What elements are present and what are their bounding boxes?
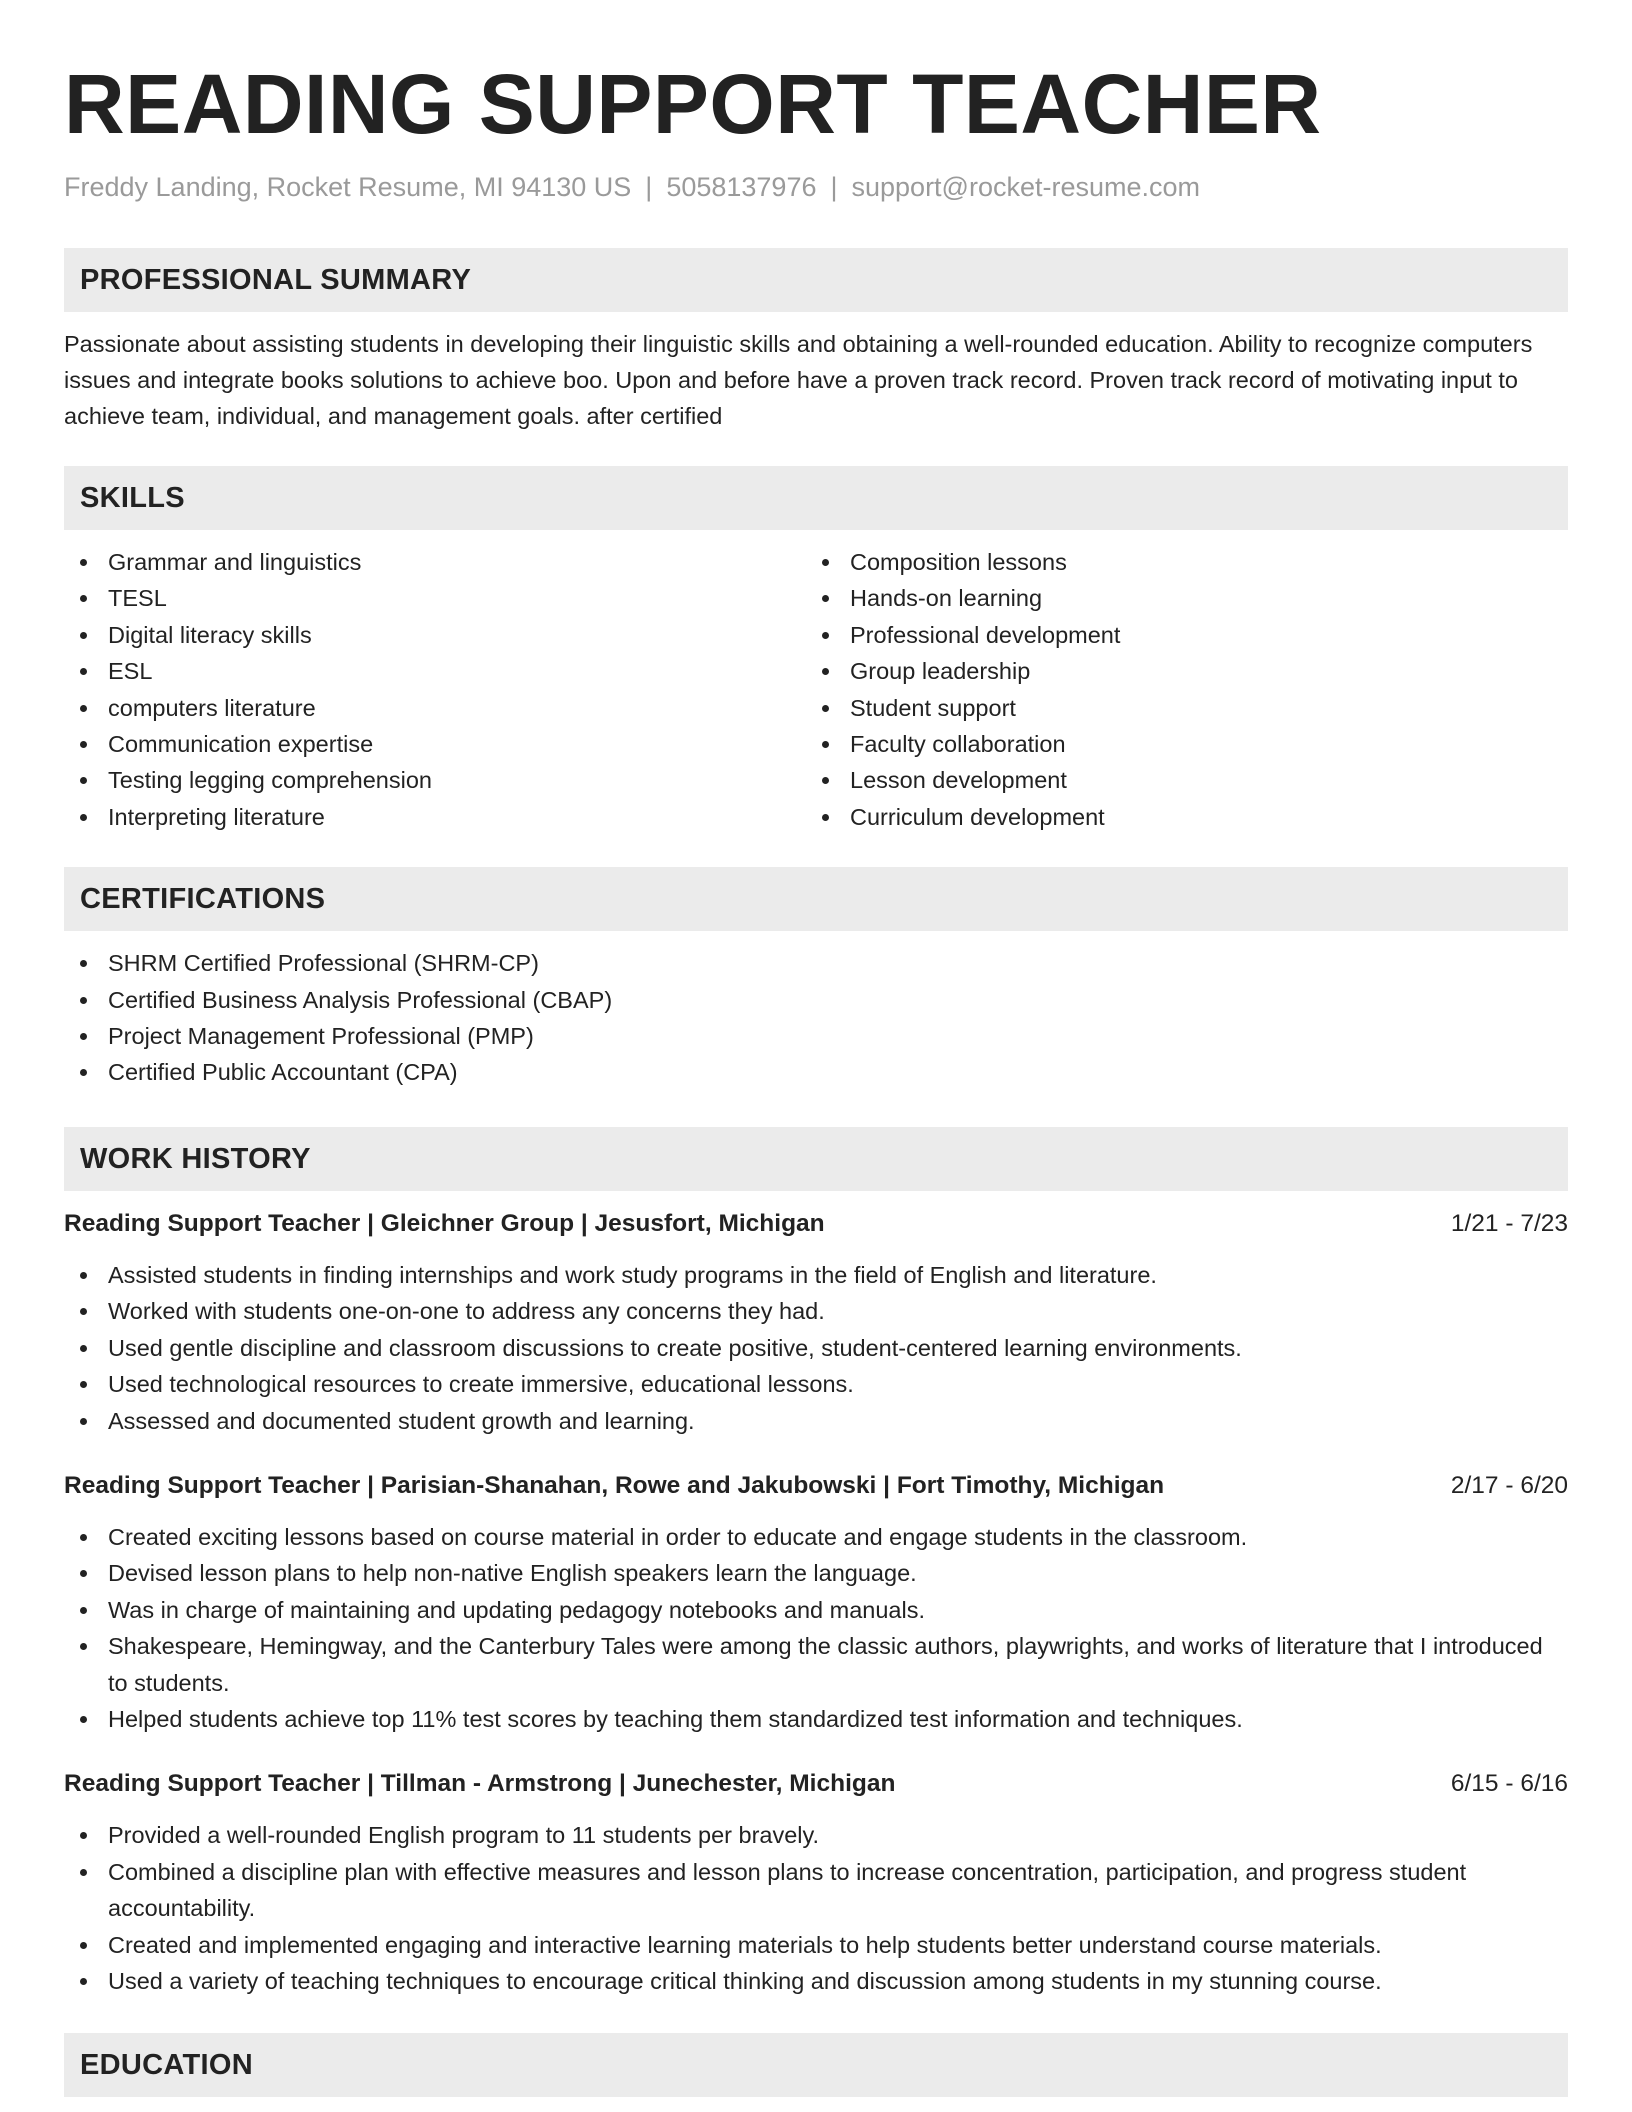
contact-phone: 5058137976 [666, 172, 817, 202]
skills-list-left [64, 544, 806, 835]
job-entry [64, 1207, 1568, 1439]
job-title: Reading Support Teacher | Gleichner Group | Jesusfort, Michigan [64, 1209, 825, 1237]
certification-item: Project Management Professional (PMP) [64, 1018, 1568, 1054]
skill-item: Hands-on learning [806, 580, 1548, 616]
job-bullet: Provided a well-rounded English program to 11 students per bravely. [64, 1817, 1568, 1853]
skill-item: Student support [806, 690, 1548, 726]
job-bullets [64, 1257, 1568, 1439]
contact-email: support@rocket-resume.com [851, 172, 1201, 202]
job-title: Reading Support Teacher | Tillman - Armstrong | Junechester, Michigan [64, 1770, 896, 1798]
certification-item: Certified Public Accountant (CPA) [64, 1054, 1568, 1090]
skills-list-right [806, 544, 1548, 835]
job-entry [64, 1469, 1568, 1737]
job-header [64, 1469, 1568, 1503]
job-bullet: Used technological resources to create immersive, educational lessons. [64, 1366, 1568, 1402]
skill-item: TESL [64, 580, 806, 616]
certification-item: Certified Business Analysis Professional (CBAP) [64, 982, 1568, 1018]
job-bullet: Helped students achieve top 11% test scores by teaching them standardized test information and techniques. [64, 1701, 1568, 1737]
skill-item: Professional development [806, 617, 1548, 653]
certifications-heading: CERTIFICATIONS [64, 867, 1568, 931]
job-bullet: Created exciting lessons based on course material in order to educate and engage students in the classroom. [64, 1519, 1568, 1555]
job-bullet: Was in charge of maintaining and updating pedagogy notebooks and manuals. [64, 1592, 1568, 1628]
job-bullet: Used gentle discipline and classroom discussions to create positive, student-centered learning environments. [64, 1330, 1568, 1366]
skill-item: Faculty collaboration [806, 726, 1548, 762]
education-section [64, 2033, 1568, 2097]
job-bullet: Assessed and documented student growth and learning. [64, 1403, 1568, 1439]
skill-item: Communication expertise [64, 726, 806, 762]
job-bullet: Assisted students in finding internships and work study programs in the field of English and literature. [64, 1257, 1568, 1293]
contact-separator: | [645, 172, 653, 202]
skill-item: computers literature [64, 690, 806, 726]
skills-heading: SKILLS [64, 466, 1568, 530]
job-bullet: Worked with students one-on-one to address any concerns they had. [64, 1293, 1568, 1329]
job-dates: 1/21 - 7/23 [1450, 1209, 1568, 1237]
skill-item: Composition lessons [806, 544, 1548, 580]
job-bullet: Combined a discipline plan with effective measures and lesson plans to increase concentration, participation, and progress student accountability. [64, 1854, 1568, 1927]
education-heading: EDUCATION [64, 2033, 1568, 2097]
work-history-heading: WORK HISTORY [64, 1127, 1568, 1191]
job-header [64, 1767, 1568, 1801]
skill-item: ESL [64, 653, 806, 689]
job-dates: 6/15 - 6/16 [1450, 1770, 1568, 1798]
certifications-list [64, 945, 1568, 1091]
work-history-section [64, 1127, 1568, 2000]
job-bullet: Used a variety of teaching techniques to encourage critical thinking and discussion among students in my stunning course. [64, 1963, 1568, 1999]
skill-item: Grammar and linguistics [64, 544, 806, 580]
job-bullets [64, 1519, 1568, 1737]
job-header [64, 1207, 1568, 1241]
job-bullets [64, 1817, 1568, 1999]
skill-item: Curriculum development [806, 799, 1548, 835]
contact-separator: | [830, 172, 838, 202]
candidate-name: READING SUPPORT TEACHER [64, 57, 1322, 151]
summary-heading: PROFESSIONAL SUMMARY [64, 248, 1568, 312]
contact-address: Freddy Landing, Rocket Resume, MI 94130 US [64, 172, 632, 202]
job-bullet: Devised lesson plans to help non-native English speakers learn the language. [64, 1555, 1568, 1591]
job-bullet: Shakespeare, Hemingway, and the Canterbury Tales were among the classic authors, playwrights, and works of literature that I introduced to students. [64, 1628, 1568, 1701]
job-bullet: Created and implemented engaging and interactive learning materials to help students better understand course materials. [64, 1927, 1568, 1963]
skill-item: Testing legging comprehension [64, 762, 806, 798]
summary-section [64, 248, 1568, 434]
job-title: Reading Support Teacher | Parisian-Shanahan, Rowe and Jakubowski | Fort Timothy, Michigan [64, 1471, 1165, 1499]
certification-item: SHRM Certified Professional (SHRM-CP) [64, 945, 1568, 981]
skills-section [64, 466, 1568, 835]
job-entry [64, 1767, 1568, 1999]
skill-item: Lesson development [806, 762, 1548, 798]
job-dates: 2/17 - 6/20 [1450, 1471, 1568, 1499]
resume-page [64, 0, 1568, 2097]
skill-item: Interpreting literature [64, 799, 806, 835]
summary-text: Passionate about assisting students in developing their linguistic skills and obtaining a well-rounded education. Ability to recognize computers issues and integrate books solutions to achieve boo. Upon and before have a proven track record. Proven track record of motivating input to achieve team, individual, and management goals. after certified [64, 331, 1533, 429]
contact-line [64, 170, 1568, 204]
skill-item: Group leadership [806, 653, 1548, 689]
skills-grid [64, 544, 1568, 835]
certifications-section [64, 867, 1568, 1091]
skill-item: Digital literacy skills [64, 617, 806, 653]
